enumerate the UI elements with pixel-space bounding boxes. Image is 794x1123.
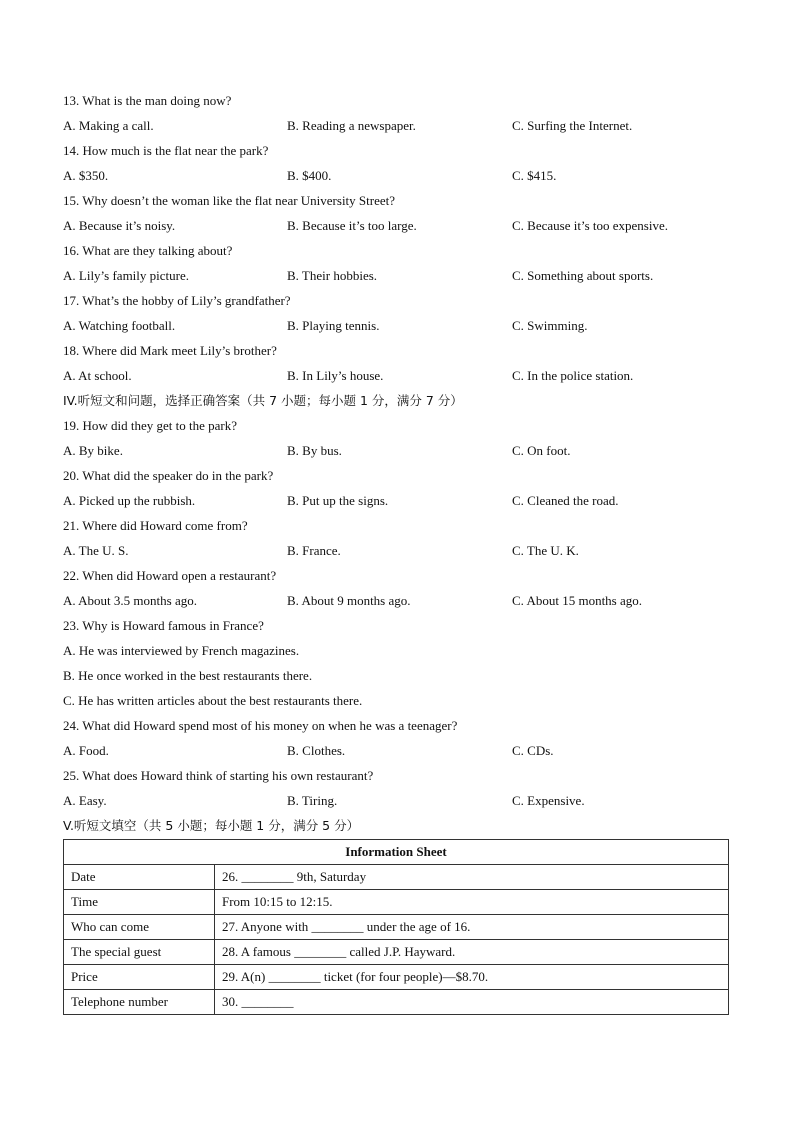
question-text: 25. What does Howard think of starting his own restaurant? xyxy=(63,768,374,783)
option-c: C. Swimming. xyxy=(512,318,588,333)
table-row xyxy=(64,965,729,990)
option-b: B. Their hobbies. xyxy=(287,268,378,283)
question-text: 16. What are they talking about? xyxy=(63,243,233,258)
row-value: 30. ________ xyxy=(215,990,729,1015)
option-c: C. In the police station. xyxy=(512,368,634,383)
question-24 xyxy=(63,713,731,763)
table-title: Information Sheet xyxy=(64,840,729,865)
option-b: B. Clothes. xyxy=(287,743,346,758)
row-label: The special guest xyxy=(64,940,215,965)
option-b: B. Playing tennis. xyxy=(287,318,380,333)
row-value: 26. ________ 9th, Saturday xyxy=(215,865,729,890)
section-5-title: V.听短文填空（共 5 小题；每小题 1 分，满分 5 分） xyxy=(63,818,360,833)
option-b: B. Tiring. xyxy=(287,793,338,808)
option-a: A. At school. xyxy=(63,368,132,383)
exam-page xyxy=(63,88,731,1015)
question-19 xyxy=(63,413,731,463)
table-header-row xyxy=(64,840,729,865)
question-text: 23. Why is Howard famous in France? xyxy=(63,618,264,633)
row-label: Date xyxy=(64,865,215,890)
option-a: A. The U. S. xyxy=(63,543,129,558)
options-row xyxy=(63,788,731,813)
options-row xyxy=(63,738,731,763)
option-c: C. CDs. xyxy=(512,743,554,758)
options-row xyxy=(63,488,731,513)
options-row xyxy=(63,313,731,338)
option-c: C. Because it’s too expensive. xyxy=(512,218,668,233)
option-b: B. Reading a newspaper. xyxy=(287,118,416,133)
question-25 xyxy=(63,763,731,813)
option-c: C. He has written articles about the best restaurants there. xyxy=(63,693,363,708)
option-c: C. Cleaned the road. xyxy=(512,493,619,508)
options-row xyxy=(63,363,731,388)
option-b: B. In Lily’s house. xyxy=(287,368,384,383)
option-a: A. Lily’s family picture. xyxy=(63,268,190,283)
option-b: B. By bus. xyxy=(287,443,342,458)
question-18 xyxy=(63,338,731,388)
question-23 xyxy=(63,613,731,713)
row-label: Who can come xyxy=(64,915,215,940)
question-text: 21. Where did Howard come from? xyxy=(63,518,248,533)
option-b: B. Because it’s too large. xyxy=(287,218,417,233)
option-a: A. Because it’s noisy. xyxy=(63,218,176,233)
option-c: C. $415. xyxy=(512,168,557,183)
options-row xyxy=(63,263,731,288)
table-row xyxy=(64,890,729,915)
question-13 xyxy=(63,88,731,138)
question-text: 15. Why doesn’t the woman like the flat near University Street? xyxy=(63,193,396,208)
section-4-title: IV.听短文和问题，选择正确答案（共 7 小题；每小题 1 分，满分 7 分） xyxy=(63,393,463,408)
options-row xyxy=(63,438,731,463)
option-c: C. About 15 months ago. xyxy=(512,593,643,608)
table-row xyxy=(64,915,729,940)
option-b: B. France. xyxy=(287,543,341,558)
question-16 xyxy=(63,238,731,288)
option-a: A. Easy. xyxy=(63,793,107,808)
question-text: 19. How did they get to the park? xyxy=(63,418,238,433)
question-text: 18. Where did Mark meet Lily’s brother? xyxy=(63,343,277,358)
option-c: C. Expensive. xyxy=(512,793,585,808)
option-b: B. He once worked in the best restaurants there. xyxy=(63,668,313,683)
question-17 xyxy=(63,288,731,338)
row-value: 29. A(n) ________ ticket (for four people)—$8.70. xyxy=(215,965,729,990)
table-row xyxy=(64,990,729,1015)
options-row xyxy=(63,163,731,188)
options-row xyxy=(63,538,731,563)
option-a: A. By bike. xyxy=(63,443,123,458)
option-a: A. About 3.5 months ago. xyxy=(63,593,197,608)
table-row xyxy=(64,865,729,890)
row-label: Telephone number xyxy=(64,990,215,1015)
table-row xyxy=(64,940,729,965)
option-c: C. Something about sports. xyxy=(512,268,654,283)
options-row xyxy=(63,213,731,238)
question-text: 13. What is the man doing now? xyxy=(63,93,232,108)
row-label: Price xyxy=(64,965,215,990)
question-15 xyxy=(63,188,731,238)
row-value: 27. Anyone with ________ under the age of 16. xyxy=(215,915,729,940)
option-c: C. On foot. xyxy=(512,443,571,458)
option-c: C. The U. K. xyxy=(512,543,579,558)
option-b: B. Put up the signs. xyxy=(287,493,389,508)
options-row xyxy=(63,588,731,613)
question-20 xyxy=(63,463,731,513)
question-text: 24. What did Howard spend most of his money on when he was a teenager? xyxy=(63,718,458,733)
question-14 xyxy=(63,138,731,188)
row-value: From 10:15 to 12:15. xyxy=(215,890,729,915)
question-text: 14. How much is the flat near the park? xyxy=(63,143,269,158)
row-label: Time xyxy=(64,890,215,915)
option-a: A. Food. xyxy=(63,743,109,758)
question-text: 22. When did Howard open a restaurant? xyxy=(63,568,277,583)
option-c: C. Surfing the Internet. xyxy=(512,118,633,133)
question-text: 17. What’s the hobby of Lily’s grandfather? xyxy=(63,293,291,308)
option-b: B. $400. xyxy=(287,168,332,183)
row-value: 28. A famous ________ called J.P. Hayward. xyxy=(215,940,729,965)
question-21 xyxy=(63,513,731,563)
option-a: A. $350. xyxy=(63,168,109,183)
question-text: 20. What did the speaker do in the park? xyxy=(63,468,274,483)
options-row xyxy=(63,113,731,138)
question-22 xyxy=(63,563,731,613)
option-b: B. About 9 months ago. xyxy=(287,593,411,608)
option-a: A. Picked up the rubbish. xyxy=(63,493,196,508)
information-sheet-table xyxy=(63,839,729,1015)
option-a: A. Watching football. xyxy=(63,318,176,333)
option-a: A. He was interviewed by French magazines. xyxy=(63,643,300,658)
option-a: A. Making a call. xyxy=(63,118,154,133)
